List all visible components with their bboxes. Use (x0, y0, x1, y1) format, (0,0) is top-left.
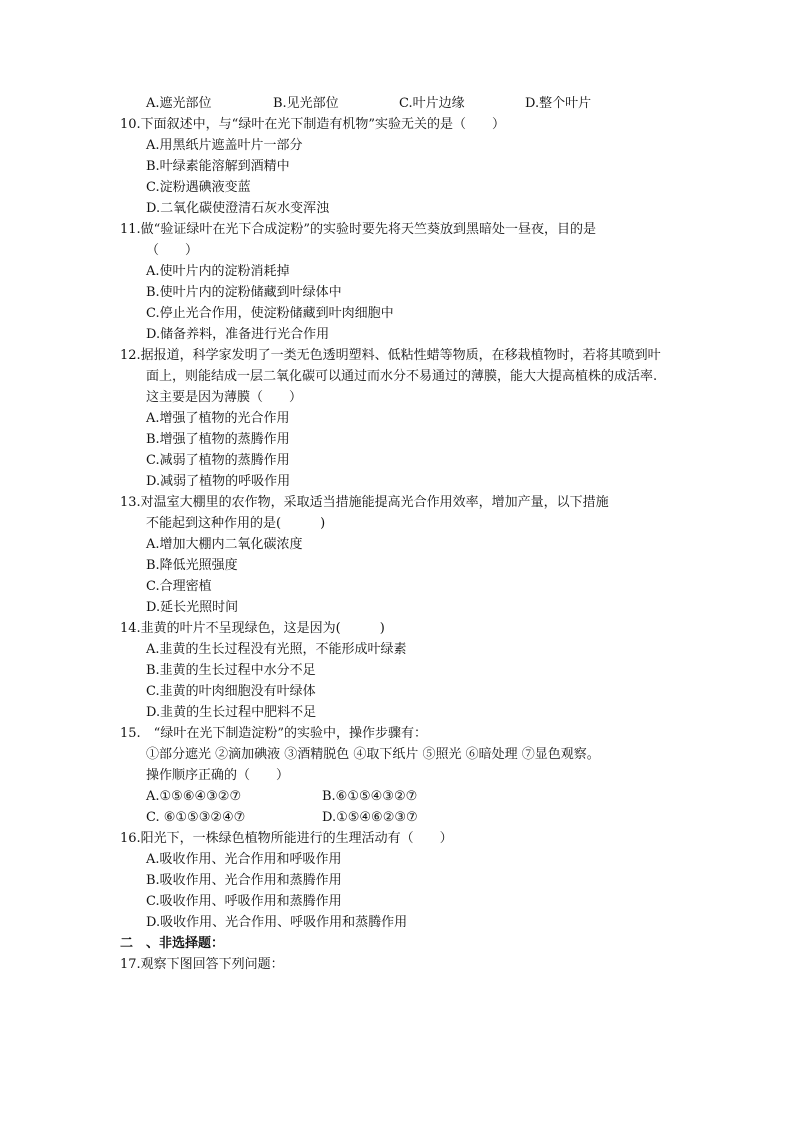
q13-option-d: D.延长光照时间 (146, 600, 239, 615)
q15-option-d: D.①⑤④⑥②③⑦ (322, 810, 418, 825)
q15-option-b: B.⑥①⑤④③②⑦ (322, 789, 418, 804)
q17-stem: 17.观察下图回答下列问题： (120, 957, 284, 972)
q16-option-a: A.吸收作用、光合作用和呼吸作用 (146, 852, 342, 867)
q15-prompt: 操作顺序正确的（ ） (146, 768, 290, 783)
q13-stem-cont: 不能起到这种作用的是( ) (146, 516, 326, 531)
q9-option-d: D.整个叶片 (525, 96, 592, 111)
q9-option-c: C.叶片边缘 (399, 96, 465, 111)
q15-options-row-1 (0, 787, 794, 807)
q10-stem: 10.下面叙述中，与“绿叶在光下制造有机物”实验无关的是（ ） (120, 117, 505, 132)
q9-options (0, 94, 794, 114)
q10-option-c: C.淀粉遇碘液变蓝 (146, 180, 251, 195)
q15-options-row-2 (0, 808, 794, 828)
q12-option-a: A.增强了植物的光合作用 (146, 411, 290, 426)
q11-option-c: C.停止光合作用，使淀粉储藏到叶肉细胞中 (146, 306, 394, 321)
q16-stem: 16.阳光下，一株绿色植物所能进行的生理活动有（ ） (120, 831, 453, 846)
q12-stem-cont-1: 面上，则能结成一层二氧化碳可以通过而水分不易通过的薄膜，能大大提高植株的成活率. (146, 369, 658, 384)
q9-option-a: A.遮光部位 (146, 96, 212, 111)
q11-option-d: D.储备养料，准备进行光合作用 (146, 327, 330, 342)
q13-stem: 13.对温室大棚里的农作物，采取适当措施能提高光合作用效率，增加产量，以下措施 (120, 495, 609, 510)
q14-option-d: D.韭黄的生长过程中肥料不足 (146, 705, 317, 720)
q9-option-b: B.见光部位 (273, 96, 339, 111)
q15-option-a: A.①⑤⑥④③②⑦ (146, 789, 242, 804)
q12-stem: 12.据报道，科学家发明了一类无色透明塑料、低粘性蜡等物质，在移栽植物时，若将其喷到叶 (120, 348, 661, 363)
q16-option-c: C.吸收作用、呼吸作用和蒸腾作用 (146, 894, 342, 909)
q11-stem-cont: （ ） (146, 243, 199, 258)
q13-option-c: C.合理密植 (146, 579, 212, 594)
q12-stem-cont-2: 这主要是因为薄膜（ ） (146, 390, 303, 405)
q15-steps: ①部分遮光 ②滴加碘液 ③酒精脱色 ④取下纸片 ⑤照光 ⑥暗处理 ⑦显色观察。 (146, 747, 600, 762)
q12-option-c: C.减弱了植物的蒸腾作用 (146, 453, 290, 468)
q14-option-b: B.韭黄的生长过程中水分不足 (146, 663, 316, 678)
q12-option-b: B.增强了植物的蒸腾作用 (146, 432, 290, 447)
q11-option-a: A.使叶片内的淀粉消耗掉 (146, 264, 290, 279)
q15-stem: 15. “绿叶在光下制造淀粉”的实验中，操作步骤有： (120, 726, 427, 741)
q13-option-b: B.降低光照强度 (146, 558, 238, 573)
q12-option-d: D.减弱了植物的呼吸作用 (146, 474, 291, 489)
q14-option-a: A.韭黄的生长过程没有光照，不能形成叶绿素 (146, 642, 407, 657)
q10-option-a: A.用黑纸片遮盖叶片一部分 (146, 138, 303, 153)
q11-option-b: B.使叶片内的淀粉储藏到叶绿体中 (146, 285, 342, 300)
q13-option-a: A.增加大棚内二氧化碳浓度 (146, 537, 303, 552)
q14-stem: 14.韭黄的叶片不呈现绿色，这是因为( ) (120, 621, 385, 636)
section-heading: 二 、非选择题： (120, 936, 225, 951)
q16-option-b: B.吸收作用、光合作用和蒸腾作用 (146, 873, 342, 888)
q16-option-d: D.吸收作用、光合作用、呼吸作用和蒸腾作用 (146, 915, 408, 930)
q14-option-c: C.韭黄的叶肉细胞没有叶绿体 (146, 684, 316, 699)
q10-option-d: D.二氧化碳使澄清石灰水变浑浊 (146, 201, 330, 216)
q10-option-b: B.叶绿素能溶解到酒精中 (146, 159, 290, 174)
q11-stem: 11.做“验证绿叶在光下合成淀粉”的实验时要先将天竺葵放到黑暗处一昼夜，目的是 (120, 222, 596, 237)
q15-option-c: C. ⑥①⑤③②④⑦ (146, 810, 246, 825)
